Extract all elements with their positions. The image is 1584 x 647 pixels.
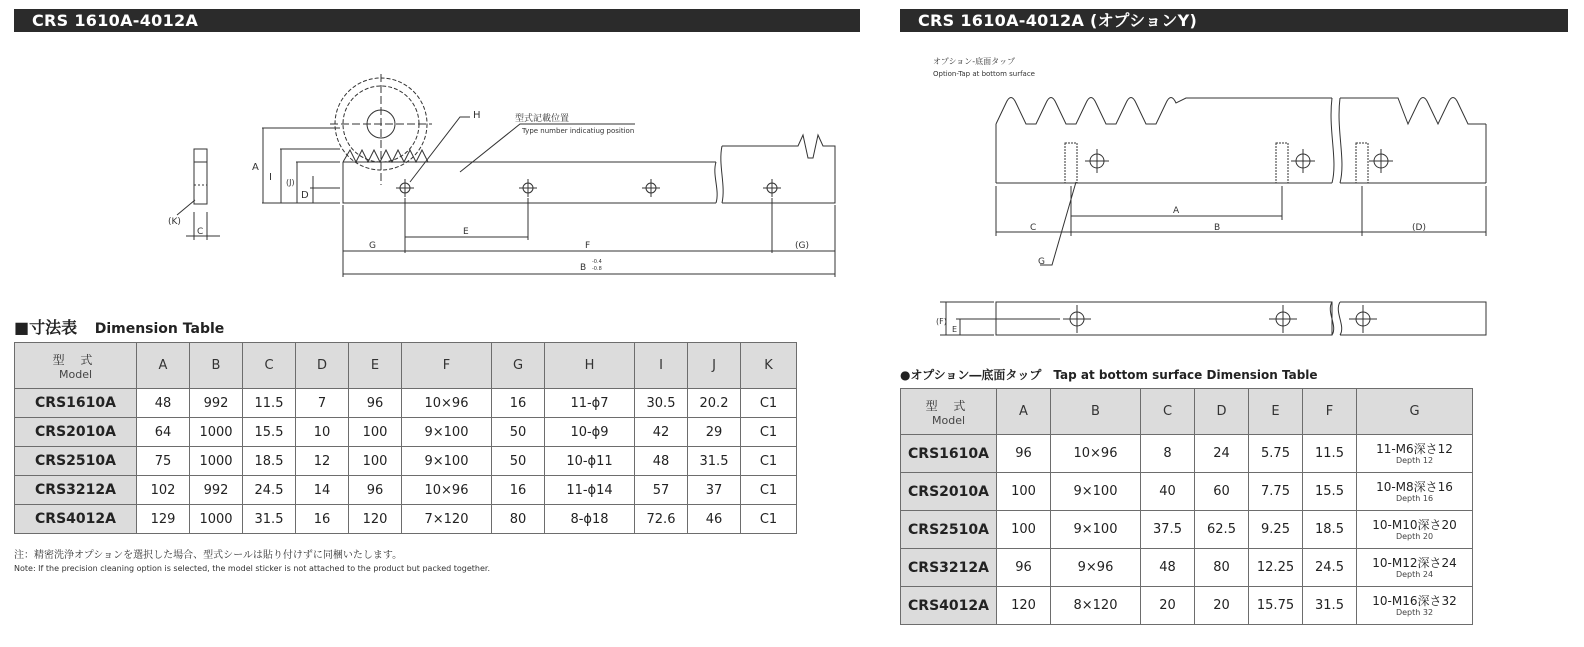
cell: 129 xyxy=(137,505,190,534)
cell: 10-ϕ11 xyxy=(545,447,635,476)
model-cell: CRS4012A xyxy=(15,505,137,534)
table-row xyxy=(15,505,797,534)
cell: 102 xyxy=(137,476,190,505)
cell: 5.75 xyxy=(1249,435,1303,473)
dim-B-tol-lower: -0.8 xyxy=(592,266,602,272)
cell: 75 xyxy=(137,447,190,476)
cell: C1 xyxy=(741,476,797,505)
type-label-en: Type number indicatiug position xyxy=(522,127,635,135)
cell: 12.25 xyxy=(1249,549,1303,587)
cell: 11.5 xyxy=(1303,435,1357,473)
cell: 24.5 xyxy=(1303,549,1357,587)
tap-spec: 10-M8深さ16 xyxy=(1376,480,1453,494)
tap-spec: 10-M10深さ20 xyxy=(1372,518,1457,532)
cell: 9×100 xyxy=(402,418,492,447)
cell: 30.5 xyxy=(635,389,688,418)
model-cell: CRS3212A xyxy=(901,549,997,587)
cell: C1 xyxy=(741,447,797,476)
dim-B-right: B xyxy=(1214,223,1221,233)
col-header: C xyxy=(1141,389,1195,435)
dim-F: F xyxy=(585,241,591,251)
col-header: C xyxy=(243,343,296,389)
cell: 96 xyxy=(349,476,402,505)
table-row xyxy=(901,473,1473,511)
cell: C1 xyxy=(741,418,797,447)
col-header: J xyxy=(688,343,741,389)
model-cell: CRS3212A xyxy=(15,476,137,505)
cell: 40 xyxy=(1141,473,1195,511)
dim-B: B xyxy=(580,263,587,273)
cell: 14 xyxy=(296,476,349,505)
col-header: B xyxy=(190,343,243,389)
col-header: G xyxy=(492,343,545,389)
cell: 64 xyxy=(137,418,190,447)
option-caption-ja: オプション-底面タップ xyxy=(933,57,1016,66)
table-header-row xyxy=(15,343,797,389)
table-row xyxy=(15,447,797,476)
cell: 11-ϕ7 xyxy=(545,389,635,418)
cell: 10×96 xyxy=(1051,435,1141,473)
cell: 15.75 xyxy=(1249,587,1303,625)
cell: 18.5 xyxy=(1303,511,1357,549)
cell: 48 xyxy=(1141,549,1195,587)
note-en: Note: If the precision cleaning option is selected, the model sticker is not attached to the product but packed together. xyxy=(14,564,490,573)
cell: 100 xyxy=(349,447,402,476)
cell: 9×100 xyxy=(1051,473,1141,511)
model-header xyxy=(15,343,137,389)
col-header: F xyxy=(1303,389,1357,435)
cell: 16 xyxy=(296,505,349,534)
cell: 15.5 xyxy=(1303,473,1357,511)
tap-depth: Depth 12 xyxy=(1395,456,1434,465)
cell: 42 xyxy=(635,418,688,447)
tap-depth: Depth 20 xyxy=(1395,532,1434,541)
dim-B-tol-upper: -0.4 xyxy=(592,259,602,265)
cell: 18.5 xyxy=(243,447,296,476)
dim-A: A xyxy=(252,162,259,173)
cell: C1 xyxy=(741,505,797,534)
cell: 1000 xyxy=(190,505,243,534)
cell: 31.5 xyxy=(243,505,296,534)
cell: 11.5 xyxy=(243,389,296,418)
table-row xyxy=(15,389,797,418)
tap-spec: 11-M6深さ12 xyxy=(1376,442,1453,456)
left-section-header: CRS 1610A-4012A xyxy=(14,9,860,32)
cell: 1000 xyxy=(190,447,243,476)
cell: 7 xyxy=(296,389,349,418)
col-header: D xyxy=(1195,389,1249,435)
model-cell: CRS2010A xyxy=(15,418,137,447)
dimension-table xyxy=(14,342,797,534)
tap-depth: Depth 32 xyxy=(1395,608,1434,617)
tap-spec-cell xyxy=(1357,473,1473,511)
cell: 29 xyxy=(688,418,741,447)
table-row xyxy=(901,435,1473,473)
cell: 24.5 xyxy=(243,476,296,505)
cell: 11-ϕ14 xyxy=(545,476,635,505)
model-header xyxy=(901,389,997,435)
col-header: A xyxy=(997,389,1051,435)
model-header-en: Model xyxy=(931,413,966,427)
right-section-header: CRS 1610A-4012A (オプションY) xyxy=(900,9,1568,32)
cell: 10 xyxy=(296,418,349,447)
model-header-ja: 型 式 xyxy=(52,352,99,367)
model-cell: CRS1610A xyxy=(901,435,997,473)
cell: 100 xyxy=(349,418,402,447)
cell: 9×100 xyxy=(402,447,492,476)
model-header-en: Model xyxy=(58,367,93,381)
cell: 10×96 xyxy=(402,389,492,418)
cell: 10-ϕ9 xyxy=(545,418,635,447)
left-table-title-en: Dimension Table xyxy=(94,321,225,337)
cell: 57 xyxy=(635,476,688,505)
col-header: F xyxy=(402,343,492,389)
cell: 1000 xyxy=(190,418,243,447)
cell: 9.25 xyxy=(1249,511,1303,549)
cell: 7×120 xyxy=(402,505,492,534)
cell: 8 xyxy=(1141,435,1195,473)
cell: 46 xyxy=(688,505,741,534)
cell: 15.5 xyxy=(243,418,296,447)
dim-E-right: E xyxy=(952,325,958,334)
cell: 9×100 xyxy=(1051,511,1141,549)
model-cell: CRS2510A xyxy=(901,511,997,549)
cell: 96 xyxy=(997,549,1051,587)
table-row xyxy=(901,549,1473,587)
cell: 10×96 xyxy=(402,476,492,505)
cell: 24 xyxy=(1195,435,1249,473)
dim-F-right: (F) xyxy=(936,317,947,326)
cell: 31.5 xyxy=(688,447,741,476)
col-header: G xyxy=(1357,389,1473,435)
dim-I: I xyxy=(269,172,272,183)
right-table-title: ●オプション―底面タップ Tap at bottom surface Dimension Table xyxy=(900,368,1318,382)
tap-spec-cell xyxy=(1357,511,1473,549)
bottom-tap-table xyxy=(900,388,1473,625)
cell: 72.6 xyxy=(635,505,688,534)
rack-teeth-profile xyxy=(996,98,1332,125)
dim-G-right: G xyxy=(1038,257,1045,267)
dim-H: H xyxy=(473,110,481,121)
model-cell: CRS2510A xyxy=(15,447,137,476)
dim-D-right: (D) xyxy=(1412,223,1426,233)
cell: 16 xyxy=(492,476,545,505)
table-header-row xyxy=(901,389,1473,435)
tap-depth: Depth 16 xyxy=(1395,494,1434,503)
col-header: D xyxy=(296,343,349,389)
cell: 37.5 xyxy=(1141,511,1195,549)
tapped-holes xyxy=(1065,143,1393,183)
cell: 20.2 xyxy=(688,389,741,418)
col-header: H xyxy=(545,343,635,389)
dim-G-paren: (G) xyxy=(795,241,809,251)
note-ja: 注：精密洗浄オプションを選択した場合、型式シールは貼り付けずに同梱いたします。 xyxy=(14,550,403,561)
model-cell: CRS4012A xyxy=(901,587,997,625)
tap-spec-cell xyxy=(1357,435,1473,473)
cell: 96 xyxy=(997,435,1051,473)
cell: 992 xyxy=(190,389,243,418)
cell: 8×120 xyxy=(1051,587,1141,625)
model-header-ja: 型 式 xyxy=(925,398,972,413)
cell: 50 xyxy=(492,447,545,476)
dim-K: (K) xyxy=(168,217,181,227)
cell: 37 xyxy=(688,476,741,505)
cell: 12 xyxy=(296,447,349,476)
cell: 50 xyxy=(492,418,545,447)
cell: 120 xyxy=(349,505,402,534)
left-table-title xyxy=(14,315,224,338)
table-row xyxy=(15,418,797,447)
tap-spec-cell xyxy=(1357,549,1473,587)
cell: 80 xyxy=(1195,549,1249,587)
cell: 62.5 xyxy=(1195,511,1249,549)
dim-C: C xyxy=(197,227,204,237)
dim-A-right: A xyxy=(1173,206,1180,216)
col-header: E xyxy=(1249,389,1303,435)
tap-spec: 10-M12深さ24 xyxy=(1372,556,1457,570)
left-table-title-ja: ■寸法表 xyxy=(14,318,78,337)
cell: 7.75 xyxy=(1249,473,1303,511)
rack-end-view xyxy=(194,149,207,204)
dim-E: E xyxy=(463,227,469,237)
cell: 992 xyxy=(190,476,243,505)
dim-C-right: C xyxy=(1030,223,1037,233)
rack-dimension-drawing xyxy=(0,0,880,300)
cell: 96 xyxy=(349,389,402,418)
cell: 100 xyxy=(997,473,1051,511)
tap-spec-cell xyxy=(1357,587,1473,625)
cell: 48 xyxy=(137,389,190,418)
cell: 16 xyxy=(492,389,545,418)
dim-J: (J) xyxy=(286,178,295,187)
tap-depth: Depth 24 xyxy=(1395,570,1434,579)
table-row xyxy=(901,511,1473,549)
cell: 31.5 xyxy=(1303,587,1357,625)
cell: 20 xyxy=(1141,587,1195,625)
model-cell: CRS1610A xyxy=(15,389,137,418)
cell: 20 xyxy=(1195,587,1249,625)
type-label-ja: 型式記載位置 xyxy=(515,114,570,124)
option-caption-en: Option-Tap at bottom surface xyxy=(933,70,1035,78)
cell: 120 xyxy=(997,587,1051,625)
col-header: A xyxy=(137,343,190,389)
dim-D: D xyxy=(301,190,309,201)
cell: 48 xyxy=(635,447,688,476)
dim-G: G xyxy=(369,241,376,251)
tap-spec: 10-M16深さ32 xyxy=(1372,594,1457,608)
cell: 9×96 xyxy=(1051,549,1141,587)
bottom-tap-drawing xyxy=(880,40,1584,340)
cell: C1 xyxy=(741,389,797,418)
cell: 60 xyxy=(1195,473,1249,511)
cell: 8-ϕ18 xyxy=(545,505,635,534)
table-row xyxy=(15,476,797,505)
model-cell: CRS2010A xyxy=(901,473,997,511)
col-header: I xyxy=(635,343,688,389)
col-header: K xyxy=(741,343,797,389)
col-header: E xyxy=(349,343,402,389)
table-row xyxy=(901,587,1473,625)
col-header: B xyxy=(1051,389,1141,435)
cell: 80 xyxy=(492,505,545,534)
cell: 100 xyxy=(997,511,1051,549)
